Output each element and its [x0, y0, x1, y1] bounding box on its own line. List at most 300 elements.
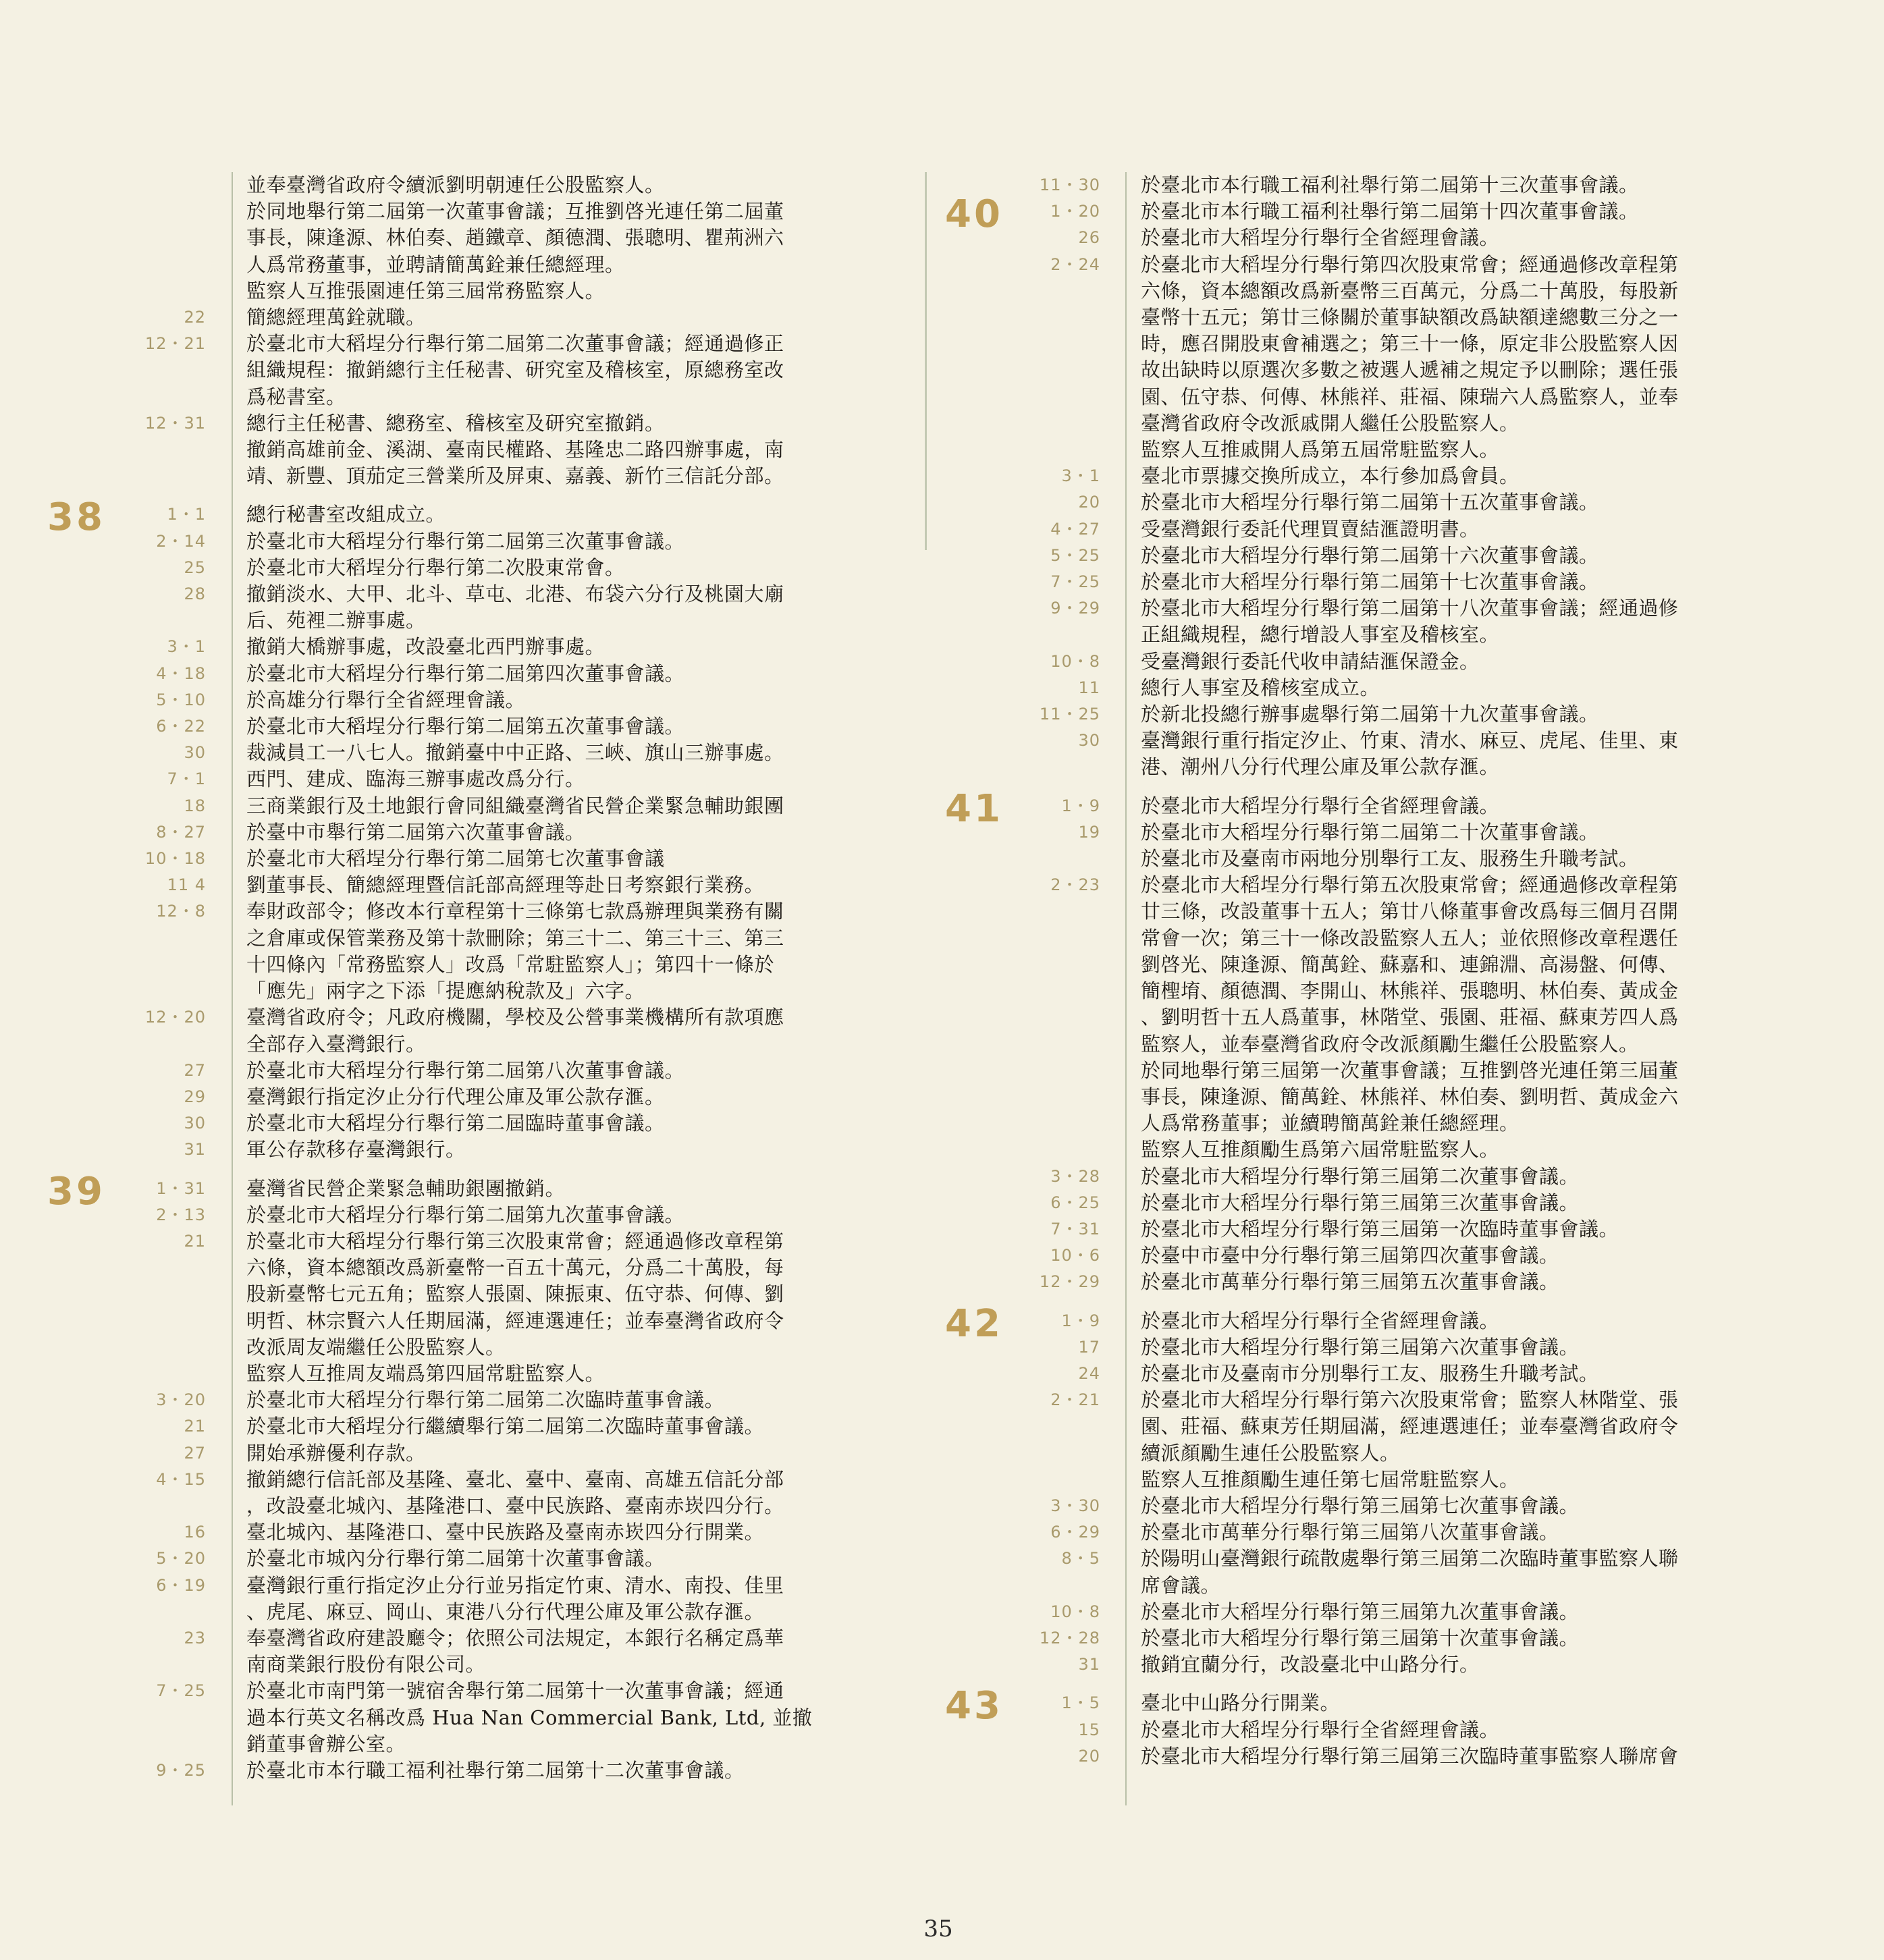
entry-text: 臺北城內、基隆港口、臺中民族路及臺南赤崁四分行開業。 [246, 1521, 765, 1544]
chronology-entry [925, 384, 1884, 410]
chronology-entry [0, 793, 925, 819]
chronology-entry [0, 634, 925, 660]
date-label: 30 [184, 1114, 206, 1133]
chronology-entry [925, 192, 1884, 237]
chronology-entry [925, 978, 1884, 1004]
chronology-entry [925, 622, 1884, 648]
chronology-entry [925, 1190, 1884, 1216]
entry-text: 后、苑裡二辦事處。 [246, 609, 426, 632]
entry-text: 於臺北市大稻埕分行舉行第二次股東常會。 [246, 555, 625, 579]
chronology-entry [0, 1758, 925, 1784]
date-label: 6・29 [1050, 1523, 1100, 1542]
date-label: 6・22 [156, 717, 206, 736]
chronology-entry [925, 952, 1884, 978]
entry-text: 受臺灣銀行委託代收申請結滙保證金。 [1141, 649, 1480, 673]
date-label: 17 [1078, 1337, 1100, 1357]
date-label: 21 [184, 1417, 206, 1436]
entry-text: 、虎尾、麻豆、岡山、東港八分行代理公庫及軍公款存滙。 [246, 1600, 765, 1623]
chronology-entry [925, 1301, 1884, 1346]
date-label: 11 4 [167, 875, 206, 895]
date-label: 5・25 [1050, 545, 1100, 565]
entry-text: 之倉庫或保管業務及第十款刪除；第三十二、第三十三、第三 [246, 926, 784, 950]
year-label: 41 [945, 786, 1003, 831]
date-label: 4・15 [156, 1469, 206, 1489]
left-column [0, 172, 925, 1784]
entry-text: 銷董事會辦公室。 [246, 1732, 406, 1755]
chronology-entry [0, 1255, 925, 1281]
chronology-entry [925, 1743, 1884, 1770]
chronology-entry [925, 728, 1884, 754]
entry-text: 監察人互推顏勵生爲第六屆常駐監察人。 [1141, 1138, 1500, 1162]
chronology-entry [925, 410, 1884, 437]
chronology-entry [0, 225, 925, 251]
entry-text: 常會一次；第三十一條改設監察人五人；並依照修改章程選任 [1141, 926, 1679, 950]
chronology-entry [0, 819, 925, 846]
chronology-entry [925, 304, 1884, 331]
chronology-entry [0, 952, 925, 978]
entry-text: 組織規程：撤銷總行主任秘書、研究室及稽核室，原總務室改 [246, 358, 784, 382]
chronology-entry [925, 872, 1884, 898]
date-label: 6・25 [1050, 1193, 1100, 1212]
entry-text: 軍公存款移存臺灣銀行。 [246, 1138, 466, 1162]
date-label: 22 [184, 308, 206, 327]
entry-text: 於臺北市本行職工福利社舉行第二屆第十四次董事會議。 [1141, 200, 1639, 223]
date-label: 1・31 [156, 1178, 206, 1198]
chronology-entry [925, 1467, 1884, 1493]
entry-text: 臺灣省政府令；凡政府機關，學校及公營事業機構所有款項應 [246, 1006, 784, 1029]
entry-text: 於臺北市大稻埕分行舉行第三屆第二次董事會議。 [1141, 1164, 1580, 1188]
chronology-entry [925, 675, 1884, 701]
entry-text: 撤銷高雄前金、溪湖、臺南民權路、基隆忠二路四辦事處，南 [246, 438, 784, 462]
entry-text: 於臺北市大稻埕分行舉行第二屆第二十次董事會議。 [1141, 820, 1599, 844]
entry-text: 於新北投總行辦事處舉行第二屆第十九次董事會議。 [1141, 703, 1599, 726]
date-label: 12・20 [144, 1008, 206, 1027]
entry-text: 於臺北市大稻埕分行舉行第二屆第二次臨時董事會議。 [246, 1388, 725, 1412]
chronology-entry [0, 1440, 925, 1467]
entry-text: 於臺北市大稻埕分行舉行第三屆第七次董事會議。 [1141, 1494, 1580, 1517]
date-label: 11・25 [1039, 705, 1100, 724]
date-label: 27 [184, 1443, 206, 1463]
date-label: 31 [184, 1140, 206, 1160]
chronology-entry [0, 1361, 925, 1387]
chronology-entry [0, 1137, 925, 1163]
entry-text: 時，應召開股東會補選之；第三十一條，原定非公股監察人因 [1141, 332, 1679, 356]
entry-text: 奉臺灣省政府建設廳令；依照公司法規定，本銀行名稱定爲華 [246, 1626, 784, 1650]
chronology-entry [0, 1084, 925, 1110]
entry-text: 於臺北市大稻埕分行舉行第二屆第五次董事會議。 [246, 715, 685, 738]
chronology-entry [0, 1004, 925, 1031]
entry-text: 撤銷宜蘭分行，改設臺北中山路分行。 [1141, 1653, 1480, 1677]
entry-text: 於臺北市大稻埕分行舉行全省經理會議。 [1141, 794, 1500, 817]
entry-text: 於臺北市大稻埕分行舉行全省經理會議。 [1141, 226, 1500, 250]
chronology-entry [925, 1493, 1884, 1519]
chronology-entry [925, 1137, 1884, 1163]
date-label: 3・28 [1050, 1166, 1100, 1186]
chronology-entry [0, 528, 925, 555]
date-label: 24 [1078, 1363, 1100, 1383]
date-label: 11・30 [1039, 175, 1100, 194]
chronology-entry [0, 1308, 925, 1334]
chronology-entry [925, 1387, 1884, 1413]
chronology-entry [925, 1243, 1884, 1269]
chronology-entry [0, 898, 925, 925]
chronology-entry [925, 1625, 1884, 1652]
entry-text: 於同地舉行第二屆第一次董事會議；互推劉啓光連任第二屆董 [246, 200, 784, 223]
chronology-entry [0, 1493, 925, 1519]
chronology-entry [925, 1599, 1884, 1625]
chronology-entry [0, 1202, 925, 1228]
chronology-entry [925, 569, 1884, 595]
chronology-entry [925, 1361, 1884, 1387]
date-label: 26 [1078, 228, 1100, 248]
entry-text: 撤銷總行信託部及基隆、臺北、臺中、臺南、高雄五信託分部 [246, 1467, 784, 1491]
date-label: 2・21 [1050, 1390, 1100, 1410]
chronology-entry [925, 649, 1884, 675]
chronology-entry [925, 357, 1884, 383]
entry-text: 開始承辦優利存款。 [246, 1441, 426, 1465]
chronology-entry [925, 1164, 1884, 1190]
entry-text: 人爲常務董事，並聘請簡萬銓兼任總經理。 [246, 252, 625, 276]
entry-text: 撤銷淡水、大甲、北斗、草屯、北港、布袋六分行及桃園大廟 [246, 582, 784, 606]
entry-text: 於臺北市大稻埕分行舉行第二屆臨時董事會議。 [246, 1112, 665, 1135]
entry-text: 監察人互推周友端爲第四屆常駐監察人。 [246, 1361, 605, 1385]
date-label: 7・1 [167, 769, 206, 789]
entry-text: 於臺北市大稻埕分行舉行第二屆第十八次董事會議；經通過修 [1141, 597, 1679, 620]
entry-text: 於臺北市大稻埕分行舉行第二屆第十七次董事會議。 [1141, 570, 1599, 594]
entry-text: 於臺北市萬華分行舉行第三屆第五次董事會議。 [1141, 1270, 1559, 1294]
chronology-entry [925, 516, 1884, 543]
chronology-entry [0, 1281, 925, 1307]
entry-text: 臺幣十五元；第廿三條關於董事缺額改爲缺額達總數三分之一 [1141, 306, 1679, 329]
entry-text: 於臺北市大稻埕分行舉行全省經理會議。 [1141, 1718, 1500, 1741]
date-label: 19 [1078, 822, 1100, 842]
chronology-entry [0, 1519, 925, 1546]
date-label: 5・10 [156, 690, 206, 709]
date-label: 10・8 [1050, 1602, 1100, 1621]
year-label: 38 [47, 495, 105, 540]
entry-text: 西門、建成、臨海三辦事處改爲分行。 [246, 767, 585, 791]
chronology-entry [925, 1216, 1884, 1243]
entry-text: 港、潮州八分行代理公庫及軍公款存滙。 [1141, 755, 1500, 779]
chronology-entry [0, 1058, 925, 1084]
entry-text: 於臺北市大稻埕分行舉行第三屆第三次董事會議。 [1141, 1191, 1580, 1214]
date-label: 3・30 [1050, 1496, 1100, 1515]
chronology-entry [0, 278, 925, 304]
entry-text: 臺灣銀行重行指定汐止、竹東、清水、麻豆、虎尾、佳里、東 [1141, 729, 1679, 753]
entry-text: 臺北市票據交換所成立，本行參加爲會員。 [1141, 464, 1519, 488]
entry-text: 於臺北市大稻埕分行舉行第二屆第七次董事會議 [246, 847, 665, 871]
chronology-entry [925, 1110, 1884, 1137]
chronology-entry [0, 1546, 925, 1572]
entry-text: 並奉臺灣省政府令續派劉明朝連任公股監察人。 [246, 173, 665, 196]
year-label: 39 [47, 1169, 105, 1214]
date-label: 20 [1078, 493, 1100, 512]
date-label: 12・21 [144, 334, 206, 354]
entry-text: 監察人互推張園連任第三屆常務監察人。 [246, 279, 605, 302]
entry-text: 爲秘書室。 [246, 385, 346, 408]
entry-text: 於臺北市大稻埕分行舉行第五次股東常會；經通過修改章程第 [1141, 873, 1679, 897]
date-label: 21 [184, 1231, 206, 1251]
entry-text: 於高雄分行舉行全省經理會議。 [246, 688, 526, 711]
chronology-entry [925, 1440, 1884, 1467]
chronology-entry [0, 1599, 925, 1625]
chronology-entry [0, 766, 925, 792]
entry-text: 於臺北市南門第一號宿舍舉行第二屆第十一次董事會議；經通 [246, 1679, 784, 1703]
entry-text: 六條，資本總額改爲新臺幣一百五十萬元，分爲二十萬股，每 [246, 1256, 784, 1280]
chronology-entry [925, 1546, 1884, 1572]
date-label: 1・1 [167, 505, 206, 524]
entry-text: 劉董事長、簡總經理暨信託部高經理等赴日考察銀行業務。 [246, 873, 765, 897]
chronology-entry [0, 1731, 925, 1758]
chronology-entry [0, 555, 925, 581]
entry-text: 臺灣省民營企業緊急輔助銀團撤銷。 [246, 1176, 566, 1200]
date-label: 12・29 [1039, 1272, 1100, 1292]
date-label: 27 [184, 1060, 206, 1080]
chronology-entry [925, 172, 1884, 198]
date-label: 7・25 [156, 1681, 206, 1701]
date-label: 18 [184, 796, 206, 815]
date-label: 6・19 [156, 1575, 206, 1595]
entry-text: 於同地舉行第三屆第一次董事會議；互推劉啓光連任第三屆董 [1141, 1058, 1679, 1082]
entry-text: 奉財政部令；修改本行章程第十三條第七款爲辦理與業務有關 [246, 900, 784, 923]
entry-text: 於臺北市萬華分行舉行第三屆第八次董事會議。 [1141, 1521, 1559, 1544]
entry-text: 靖、新豐、頂茄定三營業所及屏東、嘉義、新竹三信託分部。 [246, 464, 784, 488]
entry-text: 改派周友端繼任公股監察人。 [246, 1335, 506, 1359]
date-label: 1・9 [1061, 1311, 1100, 1330]
entry-text: 全部存入臺灣銀行。 [246, 1032, 426, 1056]
chronology-entry [0, 1413, 925, 1440]
date-label: 11 [1078, 678, 1100, 697]
entry-text: 園、莊福、蘇東芳任期屆滿，經連選連任；並奉臺灣省政府令 [1141, 1415, 1679, 1438]
chronology-entry [925, 331, 1884, 357]
entry-text: ，改設臺北城內、基隆港口、臺中民族路、臺南赤崁四分行。 [246, 1494, 784, 1517]
entry-text: 六條，資本總額改爲新臺幣三百萬元，分爲二十萬股，每股新 [1141, 279, 1679, 302]
date-label: 7・31 [1050, 1219, 1100, 1238]
entry-text: 於臺北市大稻埕分行舉行第六次股東常會；監察人林階堂、張 [1141, 1388, 1679, 1412]
chronology-entry [925, 1031, 1884, 1058]
chronology-entry [0, 1387, 925, 1413]
chronology-entry [0, 872, 925, 898]
entry-text: 於臺北市大稻埕分行舉行第三屆第六次董事會議。 [1141, 1335, 1580, 1359]
chronology-entry [925, 898, 1884, 925]
entry-text: 故出缺時以原選次多數之被選人遞補之規定予以刪除；選任張 [1141, 358, 1679, 382]
date-label: 12・8 [156, 902, 206, 921]
entry-text: 「應先」兩字之下添「提應納稅款及」六字。 [246, 979, 645, 1003]
chronology-entry [0, 607, 925, 634]
entry-text: 三商業銀行及土地銀行會同組織臺灣省民營企業緊急輔助銀團 [246, 794, 784, 817]
chronology-entry [0, 304, 925, 331]
entry-text: 股新臺幣七元五角；監察人張園、陳振東、伍守恭、何傳、劉 [246, 1282, 784, 1306]
chronology-entry [0, 1334, 925, 1361]
entry-text: 於臺北市大稻埕分行舉行第二屆第十五次董事會議。 [1141, 491, 1599, 514]
entry-text: 臺灣銀行重行指定汐止分行並另指定竹東、清水、南投、佳里 [246, 1573, 784, 1597]
chronology-entry [0, 252, 925, 278]
date-label: 2・23 [1050, 875, 1100, 895]
chronology-entry [925, 463, 1884, 489]
entry-text: 於臺北市大稻埕分行舉行第二屆第二次董事會議；經通過修正 [246, 332, 784, 356]
entry-text: 於臺北市大稻埕分行舉行第二屆第八次董事會議。 [246, 1058, 685, 1082]
chronology-entry [925, 925, 1884, 952]
entry-text: 於臺北市大稻埕分行舉行全省經理會議。 [1141, 1309, 1500, 1332]
chronology-entry [925, 225, 1884, 251]
entry-text: 於陽明山臺灣銀行疏散處舉行第三屆第二次臨時董事監察人聯 [1141, 1547, 1679, 1571]
date-label: 15 [1078, 1720, 1100, 1739]
entry-text: 監察人互推戚開人爲第五屆常駐監察人。 [1141, 438, 1500, 462]
entry-text: 於臺北市大稻埕分行舉行第二屆第十六次董事會議。 [1141, 543, 1599, 567]
date-label: 12・31 [144, 413, 206, 433]
entry-text: 於臺北市本行職工福利社舉行第二屆第十三次董事會議。 [1141, 173, 1639, 196]
chronology-entry [925, 437, 1884, 463]
entry-text: 臺灣銀行指定汐止分行代理公庫及軍公款存滙。 [246, 1085, 665, 1108]
chronology-entry [925, 786, 1884, 831]
date-label: 16 [184, 1523, 206, 1542]
entry-text: 於臺中市臺中分行舉行第三屆第四次董事會議。 [1141, 1244, 1559, 1268]
entry-text: 事長，陳逢源、簡萬銓、林熊祥、林伯奏、劉明哲、黃成金六 [1141, 1085, 1679, 1108]
entry-text: 於臺北市大稻埕分行舉行第三屆第一次臨時董事會議。 [1141, 1217, 1619, 1241]
date-label: 3・1 [167, 637, 206, 657]
chronology-entry [0, 1652, 925, 1678]
chronology-entry [925, 819, 1884, 846]
chronology-entry [0, 1573, 925, 1599]
chronology-entry [925, 252, 1884, 278]
entry-text: 總行人事室及稽核室成立。 [1141, 676, 1380, 699]
entry-text: 正組織規程，總行增設人事室及稽核室。 [1141, 623, 1500, 647]
chronology-entry [925, 1004, 1884, 1031]
date-label: 2・14 [156, 531, 206, 551]
chronology-entry [925, 1058, 1884, 1084]
chronology-entry [0, 437, 925, 463]
chronology-entry [0, 172, 925, 198]
date-label: 3・1 [1061, 466, 1100, 486]
year-label: 40 [945, 192, 1003, 237]
entry-text: 簡檉堉、顏德潤、李開山、林熊祥、張聰明、林伯奏、黃成金 [1141, 979, 1679, 1003]
date-label: 10・8 [1050, 651, 1100, 671]
date-label: 1・20 [1050, 202, 1100, 221]
entry-text: 十四條內「常務監察人」改爲「常駐監察人」；第四十一條於 [246, 952, 775, 976]
chronology-entry [0, 978, 925, 1004]
entry-text: 於臺北市大稻埕分行舉行第三屆第三次臨時董事監察人聯席會 [1141, 1744, 1679, 1768]
right-column [925, 172, 1884, 1770]
chronology-entry [925, 278, 1884, 304]
chronology-entry [925, 1573, 1884, 1599]
chronology-entry [925, 1269, 1884, 1295]
chronology-entry [925, 1519, 1884, 1546]
date-label: 8・27 [156, 822, 206, 842]
entry-text: 臺灣省政府令改派戚開人繼任公股監察人。 [1141, 411, 1519, 435]
entry-text: 明哲、林宗賢六人任期屆滿，經連選連任；並奉臺灣省政府令 [246, 1309, 784, 1332]
entry-text: 廿三條，改設董事十五人；第廿八條董事會改爲每三個月召開 [1141, 900, 1679, 923]
entry-text: 過本行英文名稱改爲 Hua Nan Commercial Bank, Ltd, 並撤 [246, 1706, 813, 1729]
date-label: 28 [184, 584, 206, 604]
date-label: 10・6 [1050, 1246, 1100, 1265]
entry-text: 撤銷大橋辦事處，改設臺北西門辦事處。 [246, 635, 605, 659]
chronology-entry [925, 1684, 1884, 1728]
date-label: 2・13 [156, 1205, 206, 1224]
entry-text: 總行秘書室改組成立。 [246, 503, 446, 526]
chronology-entry [0, 357, 925, 383]
chronology-entry [925, 1717, 1884, 1743]
entry-text: 臺北中山路分行開業。 [1141, 1691, 1341, 1715]
chronology-entry [0, 463, 925, 489]
date-label: 20 [1078, 1746, 1100, 1766]
date-label: 29 [184, 1087, 206, 1106]
entry-text: 於臺北市本行職工福利社舉行第二屆第十二次董事會議。 [246, 1758, 745, 1782]
entry-text: 於臺北市大稻埕分行舉行第二屆第三次董事會議。 [246, 529, 685, 553]
date-label: 5・20 [156, 1549, 206, 1569]
chronology-entry [925, 701, 1884, 728]
entry-text: 園、伍守恭、何傳、林熊祥、莊福、陳瑞六人爲監察人，並奉 [1141, 385, 1679, 408]
chronology-entry [925, 489, 1884, 516]
year-label: 42 [945, 1301, 1003, 1346]
chronology-entry [925, 754, 1884, 780]
date-label: 2・24 [1050, 254, 1100, 274]
date-label: 7・25 [1050, 572, 1100, 592]
date-label: 30 [1078, 731, 1100, 751]
chronology-entry [0, 1625, 925, 1652]
entry-text: 於臺北市大稻埕分行舉行第二屆第九次董事會議。 [246, 1203, 685, 1226]
date-label: 4・27 [1050, 519, 1100, 539]
entry-text: 總行主任秘書、總務室、稽核室及研究室撤銷。 [246, 411, 665, 435]
chronology-entry [925, 1652, 1884, 1678]
chronology-entry [0, 1678, 925, 1704]
chronology-entry [0, 687, 925, 713]
entry-text: 簡總經理萬銓就職。 [246, 306, 426, 329]
entry-text: 於臺北市大稻埕分行舉行第三次股東常會；經通過修改章程第 [246, 1229, 784, 1253]
date-label: 9・25 [156, 1760, 206, 1780]
year-label: 43 [945, 1684, 1003, 1728]
chronology-entry [0, 661, 925, 687]
chronology-entry [0, 925, 925, 952]
chronology-entry [0, 495, 925, 540]
chronology-entry [0, 410, 925, 437]
entry-text: 席會議。 [1141, 1573, 1221, 1597]
chronology-entry [0, 846, 925, 872]
chronology-entry [0, 740, 925, 766]
chronology-entry [925, 846, 1884, 872]
date-label: 4・18 [156, 663, 206, 683]
entry-text: 於臺北市大稻埕分行舉行第四次股東常會；經通過修改章程第 [1141, 252, 1679, 276]
chronology-entry [925, 1334, 1884, 1361]
entry-text: 續派顏勵生連任公股監察人。 [1141, 1441, 1400, 1465]
entry-text: 人爲常務董事；並續聘簡萬銓兼任總經理。 [1141, 1112, 1519, 1135]
chronology-entry [925, 543, 1884, 569]
entry-text: 受臺灣銀行委託代理買賣結滙證明書。 [1141, 517, 1480, 541]
date-label: 25 [184, 557, 206, 577]
entry-text: 、劉明哲十五人爲董事，林階堂、張園、莊福、蘇東芳四人爲 [1141, 1006, 1679, 1029]
date-label: 23 [184, 1628, 206, 1648]
chronology-entry [0, 1031, 925, 1058]
date-label: 10・18 [144, 849, 206, 869]
chronology-entry [0, 1110, 925, 1137]
entry-text: 裁減員工一八七人。撤銷臺中中正路、三峽、旗山三辦事處。 [246, 741, 784, 765]
date-label: 1・5 [1061, 1693, 1100, 1713]
entry-text: 於臺北市及臺南市兩地分別舉行工友、服務生升職考試。 [1141, 847, 1639, 871]
chronology-entry [0, 384, 925, 410]
entry-text: 南商業銀行股份有限公司。 [246, 1653, 486, 1677]
entry-text: 劉啓光、陳逢源、簡萬銓、蘇嘉和、連錦淵、高湯盤、何傳、 [1141, 952, 1679, 976]
date-label: 3・20 [156, 1390, 206, 1410]
entry-text: 於臺北市大稻埕分行舉行第三屆第九次董事會議。 [1141, 1600, 1580, 1623]
date-label: 31 [1078, 1655, 1100, 1675]
date-label: 30 [184, 743, 206, 763]
chronology-entry [0, 713, 925, 740]
entry-text: 於臺北市大稻埕分行舉行第二屆第四次董事會議。 [246, 661, 685, 685]
chronology-entry [0, 1169, 925, 1214]
chronology-entry [0, 198, 925, 225]
chronology-entry [0, 331, 925, 357]
entry-text: 於臺中市舉行第二屆第六次董事會議。 [246, 820, 585, 844]
date-label: 1・9 [1061, 796, 1100, 815]
